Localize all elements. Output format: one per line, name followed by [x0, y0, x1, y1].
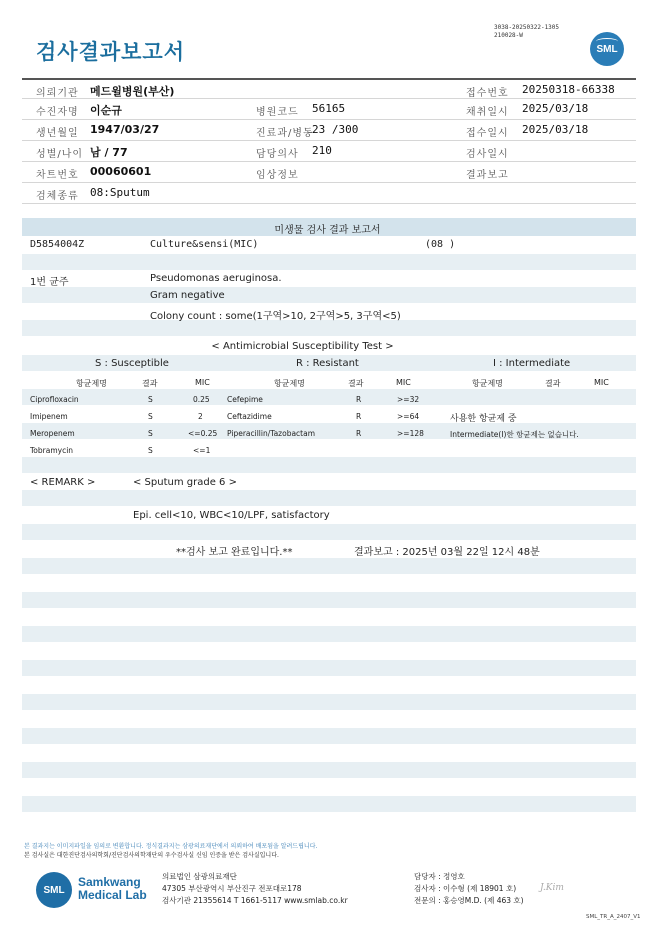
birth-label: 생년월일: [36, 128, 79, 139]
form-code: SML_TR_A_2407_V1: [586, 914, 641, 920]
drug-result: S: [148, 429, 153, 438]
col-result-header: 결과: [348, 379, 364, 388]
institution-label: 의뢰기관: [36, 88, 79, 99]
col-mic-header: MIC: [195, 378, 210, 387]
footer-note-2: 본 검사실은 대한진단검사의학회/진단검사의학재단의 우수검사실 신임 인증을 받은 검사실입니다.: [24, 852, 279, 859]
drug-mic: 0.25: [193, 395, 210, 404]
chart-no-label: 차트번호: [36, 170, 79, 181]
hospital-code-label: 병원코드: [256, 107, 299, 118]
result-report-time: 결과보고 : 2025년 03월 22일 12시 48분: [354, 547, 540, 558]
stripe: [22, 287, 636, 303]
stripe: [22, 592, 636, 608]
legend-susceptible: S : Susceptible: [95, 358, 169, 369]
clinical-label: 임상정보: [256, 170, 299, 181]
drug-name: Ceftazidime: [227, 412, 272, 421]
manager: 담당자 : 정영호: [414, 872, 465, 881]
stripe: [22, 320, 636, 336]
signature: J.Kim: [540, 883, 564, 893]
stripe: [22, 457, 636, 473]
remark-label: < REMARK >: [30, 477, 96, 488]
document-number-line2: 210028-W: [494, 32, 523, 39]
drug-mic: <=1: [193, 446, 211, 455]
stripe: [22, 626, 636, 642]
drug-result: R: [356, 395, 362, 404]
receipt-no-value: 20250318-66338: [522, 83, 615, 96]
drug-name: Tobramycin: [30, 446, 74, 455]
stripe: [22, 660, 636, 676]
patient-name-label: 수진자명: [36, 107, 79, 118]
institution-value: 메드윌병원(부산): [90, 85, 175, 98]
drug-result: S: [148, 412, 153, 421]
legend-intermediate: I : Intermediate: [493, 358, 571, 369]
receipt-date-value: 2025/03/18: [522, 123, 589, 136]
drug-mic: >=64: [397, 412, 420, 421]
drug-result: R: [356, 429, 362, 438]
brand-line2: Medical Lab: [78, 888, 147, 902]
collection-date-value: 2025/03/18: [522, 102, 589, 115]
org-address: 47305 부산광역시 부산진구 전포대로178: [162, 884, 302, 893]
collection-date-label: 채취일시: [466, 107, 509, 118]
drug-name: Piperacillin/Tazobactam: [227, 429, 316, 438]
stripe: [22, 490, 636, 506]
section-title: 미생물 검사 결과 보고서: [274, 225, 381, 236]
ward-label: 진료과/병동: [256, 128, 314, 139]
gram-stain: Gram negative: [150, 290, 225, 301]
brand-name: [78, 876, 147, 902]
doctor-value: 210: [312, 144, 332, 157]
stripe: [22, 762, 636, 778]
brand-line1: Samkwang: [78, 875, 141, 889]
stripe: [22, 728, 636, 744]
organism-label: 1번 균주: [30, 277, 69, 288]
report-complete: **검사 보고 완료입니다.**: [176, 547, 293, 558]
document-number-line1: 3038-20250322-1305: [494, 24, 560, 31]
staff-info: [414, 871, 524, 907]
hospital-code-value: 56165: [312, 102, 346, 115]
test-date-label: 검사일시: [466, 149, 509, 160]
colony-count: Colony count : some(1구역>10, 2구역>5, 3구역<5): [150, 311, 401, 322]
col-drug-header: 항균제명: [472, 379, 503, 388]
receipt-no-label: 접수번호: [466, 88, 509, 99]
col-mic-header: MIC: [396, 378, 411, 387]
stripe: [22, 694, 636, 710]
org-contact: 검사기관 21355614 T 1661-5117 www.smlab.co.kr: [162, 896, 348, 905]
ast-title: < Antimicrobial Susceptibility Test >: [211, 341, 394, 352]
info-row-4: [22, 141, 636, 162]
specialist: 전문의 : 홍승영M.D. (제 463 호): [414, 896, 524, 905]
tester: 검사자 : 이수형 (제 18901 호): [414, 884, 517, 893]
info-row-2: [22, 99, 636, 120]
drug-mic: <=0.25: [188, 429, 218, 438]
ast-note: Intermediate(I)한 항균제는 없습니다.: [450, 430, 579, 439]
specimen-label: 검체종류: [36, 191, 79, 202]
organism-name: Pseudomonas aeruginosa.: [150, 273, 282, 284]
drug-result: S: [148, 446, 153, 455]
drug-name: Imipenem: [30, 412, 68, 421]
col-result-header: 결과: [545, 379, 561, 388]
info-row-5: [22, 162, 636, 183]
specimen-value: 08:Sputum: [90, 186, 150, 199]
info-row-6: [22, 183, 636, 204]
drug-result: S: [148, 395, 153, 404]
drug-mic: 2: [198, 412, 203, 421]
stripe: [22, 524, 636, 540]
info-row-3: [22, 120, 636, 141]
receipt-date-label: 접수일시: [466, 128, 509, 139]
birth-value: 1947/03/27: [90, 123, 160, 136]
col-drug-header: 항균제명: [76, 379, 107, 388]
stripe: [22, 254, 636, 270]
col-result-header: 결과: [142, 379, 158, 388]
col-mic-header: MIC: [594, 378, 609, 387]
drug-result: R: [356, 412, 362, 421]
document-number: [494, 24, 559, 40]
sml-footer-logo-icon: SML: [36, 872, 72, 908]
stripe: [22, 796, 636, 812]
org-info: [162, 871, 348, 907]
patient-name-value: 이순규: [90, 104, 122, 117]
chart-no-value: 00060601: [90, 165, 152, 178]
test-name: Culture&sensi(MIC): [150, 239, 259, 250]
legend-resistant: R : Resistant: [296, 358, 359, 369]
ast-note: 사용한 항균제 중: [450, 414, 517, 424]
sex-age-label: 성별/나이: [36, 149, 84, 160]
drug-mic: >=128: [397, 429, 424, 438]
drug-name: Ciprofloxacin: [30, 395, 79, 404]
sex-age-value: 남 / 77: [90, 146, 128, 159]
report-label: 결과보고: [466, 170, 509, 181]
doctor-label: 담당의사: [256, 149, 299, 160]
sml-logo-icon: SML: [590, 32, 624, 66]
org-name: 의료법인 삼광의료재단: [162, 872, 237, 881]
drug-name: Cefepime: [227, 395, 263, 404]
info-row-1: [22, 78, 636, 99]
footer-note-1: 본 결과지는 이미지파일을 임의로 변환합니다. 정식결과지는 삼광의료재단에서 의뢰하여 배포됨을 알려드립니다.: [24, 843, 318, 850]
test-specimen-code: (08 ): [425, 239, 456, 250]
test-code: D5854004Z: [30, 239, 85, 250]
drug-mic: >=32: [397, 395, 420, 404]
drug-name: Meropenem: [30, 429, 75, 438]
epi-cell-result: Epi. cell<10, WBC<10/LPF, satisfactory: [133, 510, 330, 521]
stripe: [22, 389, 636, 405]
ward-value: 23 /300: [312, 123, 359, 136]
stripe: [22, 558, 636, 574]
col-drug-header: 항균제명: [274, 379, 305, 388]
remark-value: < Sputum grade 6 >: [133, 477, 237, 488]
page-title: 검사결과보고서: [36, 40, 186, 64]
